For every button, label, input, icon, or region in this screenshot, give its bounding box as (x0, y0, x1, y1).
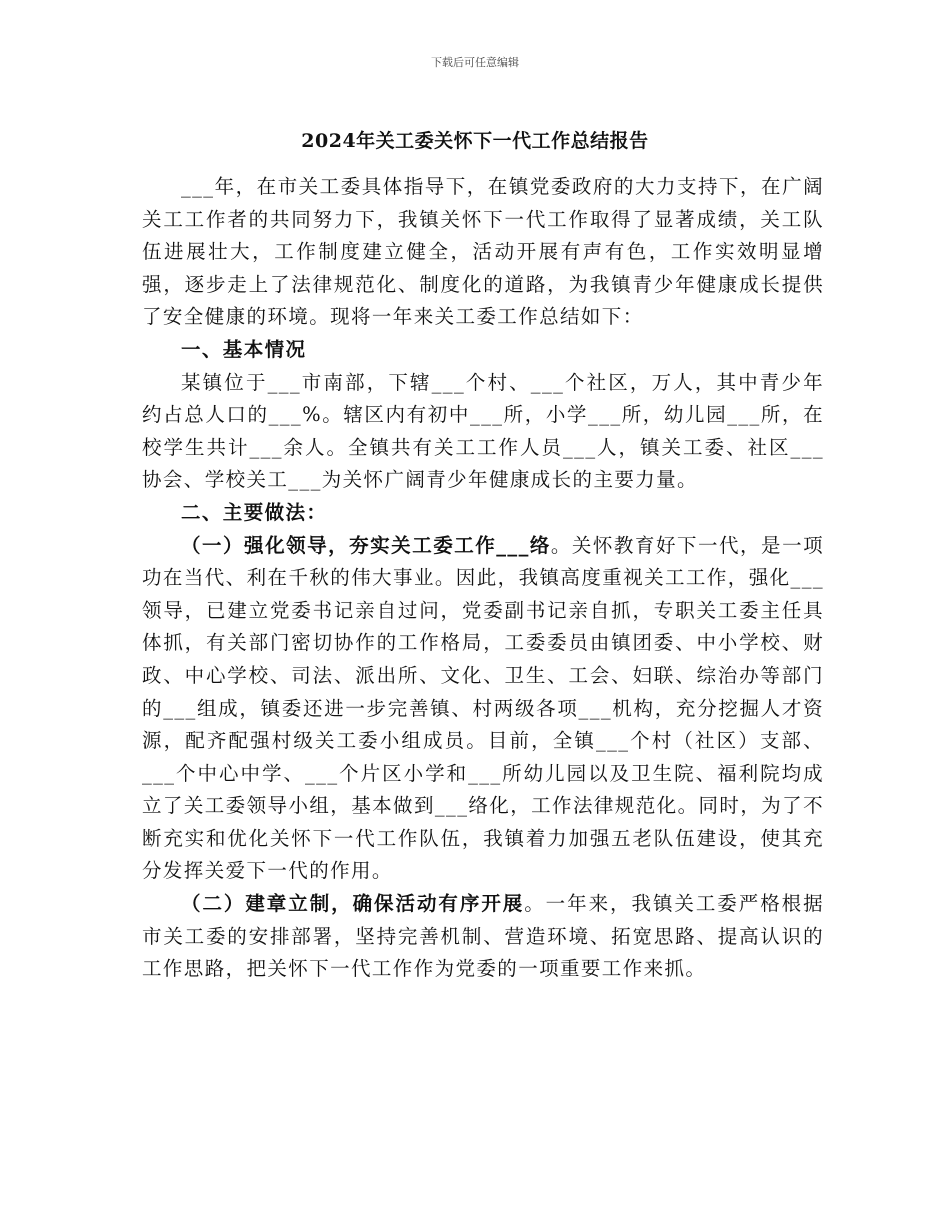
header-note: 下载后可任意编辑 (431, 56, 519, 69)
document-title: 2024年关工委关怀下一代工作总结报告 (301, 130, 649, 152)
basic-situation-paragraph: 某镇位于___市南部，下辖___个村、___个社区，万人，其中青少年约占总人口的___%。辖区内有初中___所，小学___所，幼儿园___所，在校学生共计___余人。全镇共有关工工作人员___人，镇关工委、社区___协会、学校关工___为关怀广阔青少年健康成长的主要力量。 (142, 370, 824, 492)
section-heading-main-practices: 二、主要做法： (181, 500, 328, 524)
practice-item-2-body: 。一年来，我镇关工委严格根据市关工委的安排部署，坚持完善机制、营造环境、拓宽思路、提高认识的工作思路，把关怀下一代工作作为党委的一项重要工作来抓。 (142, 892, 825, 981)
document-body (142, 171, 824, 986)
practice-item-1 (142, 530, 824, 889)
practice-item-1-body: 。关怀教育好下一代，是一项功在当代、利在千秋的伟大事业。因此，我镇高度重视关工工作，强化___领导，已建立党委书记亲自过问，党委副书记亲自抓，专职关工委主任具体抓，有关部门密切协作的工作格局，工委委员由镇团委、中小学校、财政、中心学校、司法、派出所、文化、卫生、工会、妇联、综治办等部门的___组成，镇委还进一步完善镇、村两级各项___机构，充分挖掘人才资源，配齐配强村级关工委小组成员。目前，全镇___个村（社区）支部、___个中心中学、___个片区小学和___所幼儿园以及卫生院、福利院均成立了关工委领导小组，基本做到___络化，工作法律规范化。同时，为了不断充实和优化关怀下一代工作队伍，我镇着力加强五老队伍建设，使其充分发挥关爱下一代的作用。 (142, 533, 824, 883)
practice-item-1-lead: （一）强化领导，夯实关工委工作___络 (181, 533, 551, 557)
practice-item-2 (142, 888, 824, 986)
section-heading-basic-situation: 一、基本情况 (181, 337, 307, 361)
intro-paragraph: ___年，在市关工委具体指导下，在镇党委政府的大力支持下，在广阔关工工作者的共同努力下，我镇关怀下一代工作取得了显著成绩，关工队伍进展壮大，工作制度建立健全，活动开展有声有色，工作实效明显增强，逐步走上了法律规范化、制度化的道路，为我镇青少年健康成长提供了安全健康的环境。现将一年来关工委工作总结如下： (142, 175, 824, 329)
practice-item-2-lead: （二）建章立制，确保活动有序开展 (181, 892, 525, 916)
